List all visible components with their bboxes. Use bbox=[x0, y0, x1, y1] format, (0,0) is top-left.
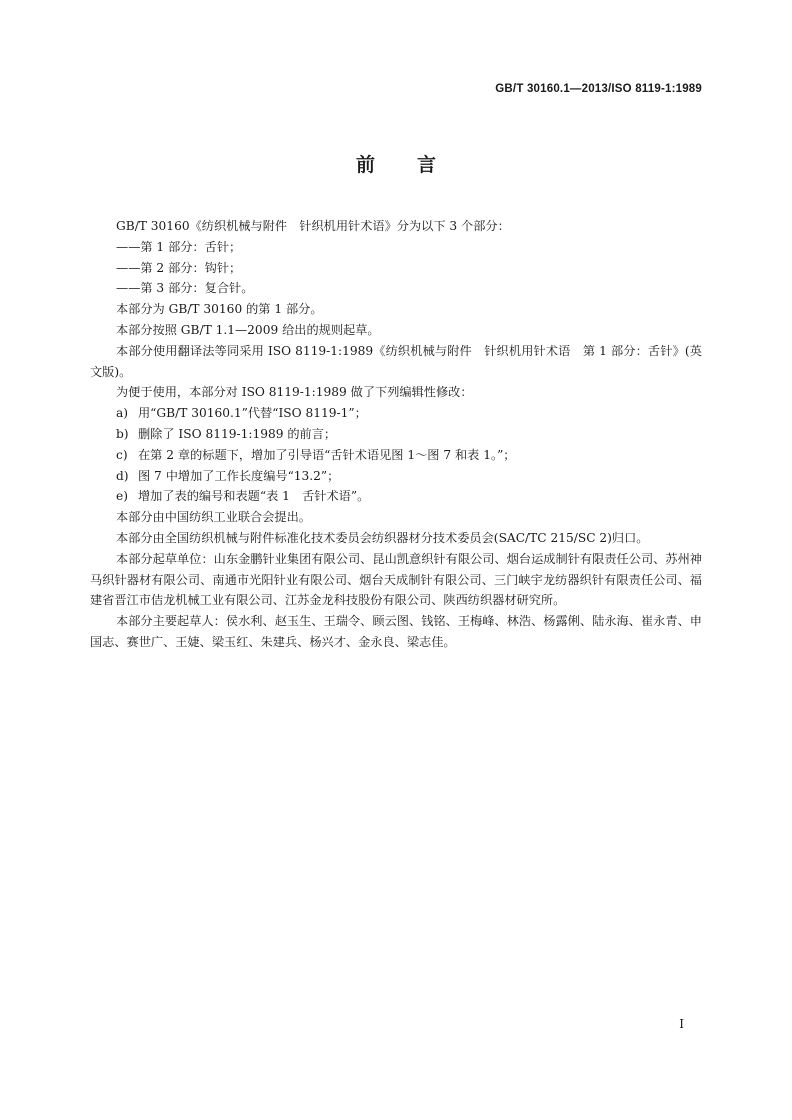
page-number: I bbox=[679, 1017, 684, 1031]
edit-item-text: 用“GB/T 30160.1”代替“ISO 8119-1”； bbox=[138, 406, 367, 421]
translation-paragraph: 本部分使用翻译法等同采用 ISO 8119-1:1989《纺织机械与附件 针织机用针术语 第 1 部分：舌针》(英文版)。 bbox=[90, 343, 702, 379]
edit-item-text: 删除了 ISO 8119-1:1989 的前言； bbox=[138, 426, 337, 441]
this-part-paragraph: 本部分为 GB/T 30160 的第 1 部分。 bbox=[116, 302, 323, 317]
page-title bbox=[0, 150, 792, 177]
drafting-rules-paragraph: 本部分按照 GB/T 1.1—2009 给出的规则起草。 bbox=[116, 322, 380, 337]
proposed-by-paragraph: 本部分由中国纺织工业联合会提出。 bbox=[116, 510, 311, 525]
edit-item-text: 增加了表的编号和表题“表 1 舌针术语”。 bbox=[138, 489, 370, 504]
edit-item-label: e) bbox=[116, 489, 128, 504]
edit-item-label: b) bbox=[116, 426, 129, 441]
edit-item-text: 在第 2 章的标题下，增加了引导语“舌针术语见图 1～图 7 和表 1。”； bbox=[138, 447, 516, 462]
edit-item-label: a) bbox=[116, 406, 129, 421]
standard-code-header: GB/T 30160.1—2013/ISO 8119-1:1989 bbox=[495, 83, 702, 95]
edit-item-label: d) bbox=[116, 468, 129, 483]
edit-item-label: c) bbox=[116, 447, 128, 462]
page-title-text: 前言 bbox=[355, 154, 478, 176]
edits-intro-paragraph: 为便于使用，本部分对 ISO 8119-1:1989 做了下列编辑性修改： bbox=[116, 385, 473, 400]
edit-item-c bbox=[90, 445, 702, 466]
drafters-paragraph: 本部分主要起草人：侯水利、赵玉生、王瑞令、顾云图、钱铭、王梅峰、林浩、杨露俐、陆永海、崔永青、申国志、赛世广、王婕、梁玉红、朱建兵、杨兴才、金永良、梁志佳。 bbox=[90, 614, 702, 649]
part-list-item-1: ——第 1 部分：舌针； bbox=[116, 239, 242, 254]
drafting-units-paragraph: 本部分起草单位：山东金鹏针业集团有限公司、昆山凯意织针有限公司、烟台运成制针有限责任公司、苏州神马织针器材有限公司、南通市光阳针业有限公司、烟台天成制针有限公司、三门峡宇龙纺器织针有限责任公司、福建省晋江市佶龙机械工业有限公司、江苏金龙科技股份有限公司、陕西纺织器材研究所。 bbox=[90, 551, 702, 608]
edit-item-d bbox=[90, 466, 702, 487]
edit-item-text: 图 7 中增加了工作长度编号“13.2”； bbox=[138, 468, 340, 483]
document-body bbox=[90, 216, 702, 653]
intro-paragraph: GB/T 30160《纺织机械与附件 针织机用针术语》分为以下 3 个部分： bbox=[116, 219, 510, 233]
edit-item-a bbox=[90, 403, 702, 424]
edit-item-b bbox=[90, 424, 702, 445]
edit-item-e bbox=[90, 486, 702, 507]
part-list-item-2: ——第 2 部分：钩针； bbox=[116, 260, 242, 275]
part-list-item-3: ——第 3 部分：复合针。 bbox=[116, 281, 254, 296]
jurisdiction-paragraph: 本部分由全国纺织机械与附件标准化技术委员会纺织器材分技术委员会(SAC/TC 215/SC 2)归口。 bbox=[116, 530, 649, 545]
